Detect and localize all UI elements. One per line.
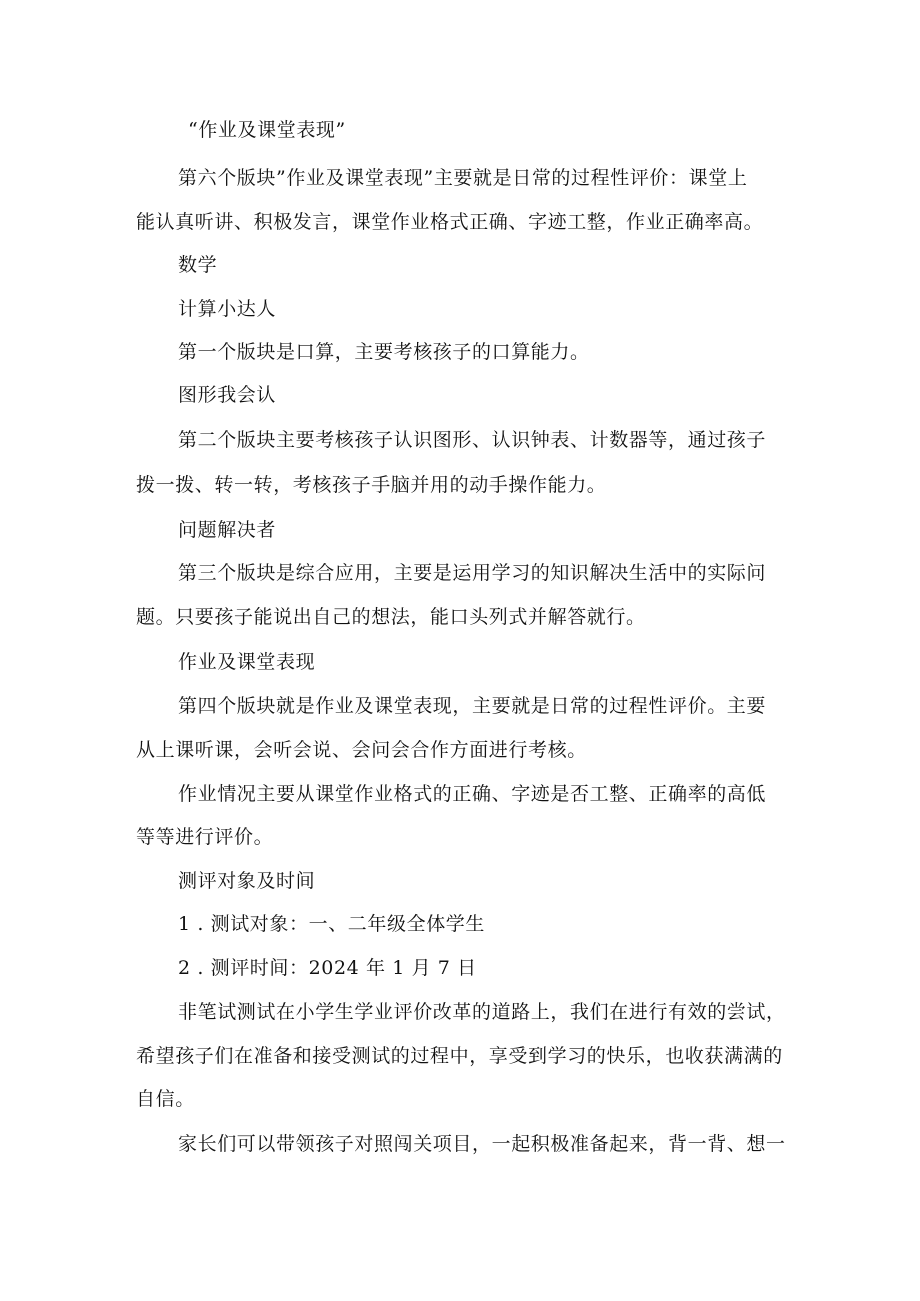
list-item: 2 . 测评时间：2024 年 1 月 7 日 [178, 957, 477, 979]
section-heading-calc: 计算小达人 [178, 298, 277, 320]
paragraph-line: 自信。 [136, 1088, 195, 1110]
paragraph-line: 拨一拨、转一转，考核孩子手脑并用的动手操作能力。 [136, 474, 607, 496]
paragraph-line: 非笔试测试在小学生学业评价改革的道路上，我们在进行有效的尝试， [178, 1001, 786, 1023]
section-heading-eval: 测评对象及时间 [178, 870, 316, 892]
paragraph-line: 第一个版块是口算，主要考核孩子的口算能力。 [178, 341, 590, 363]
paragraph-line: 第四个版块就是作业及课堂表现，主要就是日常的过程性评价。主要 [178, 695, 767, 717]
paragraph-line: 从上课听课，会听会说、会问会合作方面进行考核。 [136, 739, 587, 761]
subject-heading-math: 数学 [178, 254, 218, 276]
paragraph-line: 能认真听讲、积极发言，课堂作业格式正确、字迹工整，作业正确率高。 [136, 211, 764, 233]
paragraph-line: 希望孩子们在准备和接受测试的过程中，享受到学习的快乐，也收获满满的 [136, 1045, 783, 1067]
section-heading-homework: “作业及课堂表现” [188, 119, 346, 141]
paragraph-line: 第二个版块主要考核孩子认识图形、认识钟表、计数器等，通过孩子 [178, 429, 767, 451]
list-item: 1 . 测试对象：一、二年级全体学生 [178, 913, 486, 935]
paragraph-line: 家长们可以带领孩子对照闯关项目，一起积极准备起来，背一背、想一 [178, 1133, 786, 1155]
paragraph-line: 第六个版块”作业及课堂表现”主要就是日常的过程性评价：课堂上 [178, 167, 748, 189]
paragraph-line: 第三个版块是综合应用，主要是运用学习的知识解决生活中的实际问 [178, 562, 767, 584]
paragraph-line: 等等进行评价。 [136, 826, 274, 848]
paragraph-line: 题。只要孩子能说出自己的想法，能口头列式并解答就行。 [136, 606, 646, 628]
section-heading-shape: 图形我会认 [178, 384, 277, 406]
paragraph-line: 作业情况主要从课堂作业格式的正确、字迹是否工整、正确率的高低 [178, 783, 767, 805]
section-heading-problem: 问题解决者 [178, 519, 277, 541]
section-heading-class: 作业及课堂表现 [178, 651, 316, 673]
